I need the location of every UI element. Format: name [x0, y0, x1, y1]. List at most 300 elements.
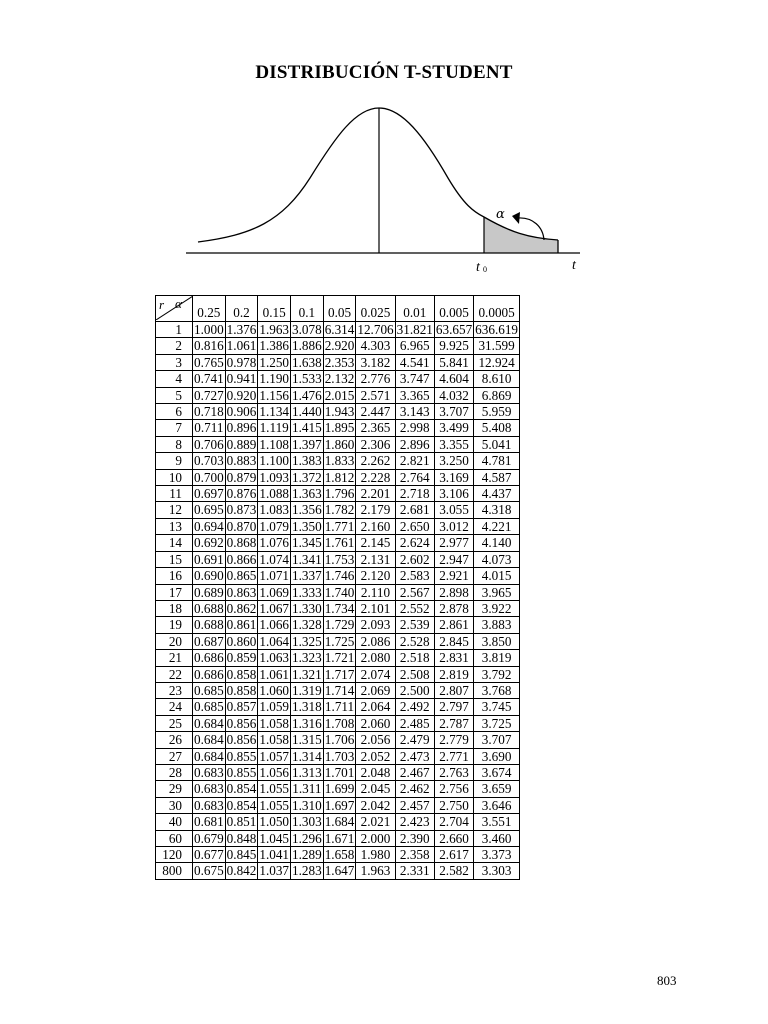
- table-cell: 0.685: [194, 682, 224, 698]
- table-cell: 1.740: [324, 584, 355, 600]
- table-cell: 2.528: [395, 633, 434, 649]
- table-cell: 1.372: [292, 469, 322, 485]
- table-cell: 2.048: [356, 764, 395, 780]
- table-cell: 4.221: [474, 518, 520, 534]
- table-cell: 3.674: [474, 764, 520, 780]
- table-cell: 3.373: [474, 847, 520, 863]
- table-row: [156, 436, 520, 452]
- table-cell: 636.619: [475, 322, 519, 337]
- table-cell: 1.058: [259, 715, 290, 731]
- table-cell: 3.250: [434, 453, 473, 469]
- table-row: [156, 732, 520, 748]
- alpha-header: 0.2: [225, 296, 258, 322]
- table-cell: 2.015: [324, 387, 355, 403]
- table-cell: 2.878: [434, 600, 473, 616]
- table-cell: 1.963: [356, 863, 395, 879]
- table-cell: 2.831: [434, 650, 473, 666]
- row-df-cell: 26: [156, 732, 193, 748]
- table-cell: 3.106: [434, 486, 473, 502]
- row-df-cell: 60: [156, 830, 193, 846]
- page-number: 803: [657, 973, 677, 988]
- table-cell: 3.499: [434, 420, 473, 436]
- table-row: [156, 748, 520, 764]
- table-cell: 3.745: [474, 699, 520, 715]
- table-cell: 0.692: [194, 535, 224, 551]
- table-cell: 1.134: [259, 404, 290, 420]
- corner-col-label: α: [175, 296, 182, 311]
- table-cell: 0.858: [226, 666, 257, 682]
- table-cell: 1.076: [259, 535, 290, 551]
- table-cell: 3.922: [474, 600, 520, 616]
- table-cell: 1.088: [259, 486, 290, 502]
- table-cell: 3.707: [434, 404, 473, 420]
- table-cell: 3.819: [474, 650, 520, 666]
- table-cell: 6.314: [324, 322, 355, 337]
- table-cell: 1.963: [259, 322, 290, 337]
- table-cell: 0.718: [194, 404, 224, 420]
- table-cell: 0.855: [226, 764, 257, 780]
- table-cell: 5.041: [474, 436, 520, 452]
- table-cell: 2.500: [395, 682, 434, 698]
- table-cell: 2.681: [395, 502, 434, 518]
- table-cell: 0.700: [194, 469, 224, 485]
- t0-label-subscript: 0: [483, 265, 487, 274]
- table-cell: 2.571: [356, 387, 395, 403]
- table-cell: 1.083: [259, 502, 290, 518]
- table-cell: 1.283: [292, 863, 322, 879]
- table-cell: 1.071: [259, 568, 290, 584]
- table-row: [156, 830, 520, 846]
- table-cell: 1.796: [324, 486, 355, 502]
- table-cell: 2.179: [356, 502, 395, 518]
- table-cell: 3.460: [474, 830, 520, 846]
- table-cell: 3.965: [474, 584, 520, 600]
- table-cell: 0.706: [194, 436, 224, 452]
- table-cell: 3.355: [434, 436, 473, 452]
- table-cell: 2.060: [356, 715, 395, 731]
- table-cell: 2.042: [356, 797, 395, 813]
- table-cell: 1.647: [324, 863, 355, 879]
- alpha-header: 0.0005: [474, 296, 520, 322]
- table-cell: 1.045: [259, 830, 290, 846]
- table-cell: 2.080: [356, 650, 395, 666]
- table-cell: 2.718: [395, 486, 434, 502]
- row-df-cell: 13: [156, 518, 193, 534]
- row-df-cell: 20: [156, 633, 193, 649]
- table-row: [156, 420, 520, 436]
- table-row: [156, 404, 520, 420]
- table-cell: 1.250: [259, 354, 290, 370]
- corner-row-label: r: [159, 297, 165, 312]
- table-cell: 1.708: [324, 715, 355, 731]
- table-cell: 1.701: [324, 764, 355, 780]
- table-cell: 1.671: [324, 830, 355, 846]
- table-cell: 1.860: [324, 436, 355, 452]
- table-cell: 0.727: [194, 387, 224, 403]
- table-cell: 1.079: [259, 518, 290, 534]
- table-cell: 1.350: [292, 518, 322, 534]
- table-cell: 1.303: [292, 814, 322, 830]
- row-df-cell: 19: [156, 617, 193, 633]
- table-cell: 0.879: [226, 469, 257, 485]
- table-cell: 1.310: [292, 797, 322, 813]
- table-cell: 2.624: [395, 535, 434, 551]
- table-cell: 1.318: [292, 699, 322, 715]
- table-cell: 0.862: [226, 600, 257, 616]
- table-cell: 63.657: [435, 322, 473, 337]
- table-cell: 2.896: [395, 436, 434, 452]
- table-cell: 2.331: [395, 863, 434, 879]
- table-cell: 0.865: [226, 568, 257, 584]
- table-cell: 1.108: [259, 436, 290, 452]
- table-cell: 2.228: [356, 469, 395, 485]
- table-cell: 2.056: [356, 732, 395, 748]
- table-cell: 0.857: [226, 699, 257, 715]
- table-cell: 2.764: [395, 469, 434, 485]
- table-body: [156, 322, 520, 880]
- table-cell: 2.898: [434, 584, 473, 600]
- table-cell: 0.687: [194, 633, 224, 649]
- table-cell: 0.697: [194, 486, 224, 502]
- row-df-cell: 10: [156, 469, 193, 485]
- table-cell: 0.842: [226, 863, 257, 879]
- t-distribution-figure: [0, 95, 768, 280]
- table-cell: 0.683: [194, 797, 224, 813]
- table-cell: 0.868: [226, 535, 257, 551]
- table-cell: 1.376: [226, 322, 257, 337]
- row-df-cell: 28: [156, 764, 193, 780]
- table-cell: 2.479: [395, 732, 434, 748]
- table-cell: 1.684: [324, 814, 355, 830]
- table-row: [156, 518, 520, 534]
- table-cell: 1.782: [324, 502, 355, 518]
- page-title: DISTRIBUCIÓN T-STUDENT: [255, 62, 513, 83]
- table-cell: 1.037: [259, 863, 290, 879]
- table-row: [156, 666, 520, 682]
- table-row: [156, 600, 520, 616]
- table-cell: 3.690: [474, 748, 520, 764]
- row-df-cell: 5: [156, 387, 193, 403]
- table-cell: 1.061: [259, 666, 290, 682]
- table-cell: 2.462: [395, 781, 434, 797]
- table-cell: 0.675: [194, 863, 224, 879]
- table-cell: 0.883: [226, 453, 257, 469]
- row-df-cell: 6: [156, 404, 193, 420]
- table-cell: 0.859: [226, 650, 257, 666]
- table-cell: 3.883: [474, 617, 520, 633]
- table-row: [156, 502, 520, 518]
- table-cell: 1.415: [292, 420, 322, 436]
- alpha-header: 0.25: [193, 296, 226, 322]
- row-df-cell: 1: [156, 322, 193, 338]
- row-df-cell: 16: [156, 568, 193, 584]
- table-cell: 1.056: [259, 764, 290, 780]
- table-cell: 4.318: [474, 502, 520, 518]
- table-cell: 1.345: [292, 535, 322, 551]
- alpha-arrowhead: [512, 212, 520, 224]
- table-cell: 2.861: [434, 617, 473, 633]
- table-cell: 1.311: [292, 781, 322, 797]
- table-cell: 2.567: [395, 584, 434, 600]
- table-row: [156, 322, 520, 338]
- table-cell: 1.706: [324, 732, 355, 748]
- table-cell: 2.771: [434, 748, 473, 764]
- table-cell: 0.691: [194, 551, 224, 567]
- table-cell: 2.145: [356, 535, 395, 551]
- table-cell: 2.423: [395, 814, 434, 830]
- row-df-cell: 120: [156, 847, 193, 863]
- table-cell: 1.074: [259, 551, 290, 567]
- table-cell: 1.057: [259, 748, 290, 764]
- table-cell: 2.160: [356, 518, 395, 534]
- table-cell: 0.866: [226, 551, 257, 567]
- table-cell: 2.539: [395, 617, 434, 633]
- table-cell: 1.729: [324, 617, 355, 633]
- table-row: [156, 699, 520, 715]
- table-row: [156, 847, 520, 863]
- corner-cell: [156, 296, 193, 322]
- table-row: [156, 814, 520, 830]
- table-cell: 3.303: [474, 863, 520, 879]
- table-cell: 0.683: [194, 764, 224, 780]
- table-cell: 2.617: [434, 847, 473, 863]
- table-cell: 2.650: [395, 518, 434, 534]
- table-cell: 1.697: [324, 797, 355, 813]
- table-cell: 1.067: [259, 600, 290, 616]
- table-cell: 1.734: [324, 600, 355, 616]
- table-cell: 2.821: [395, 453, 434, 469]
- table-cell: 1.725: [324, 633, 355, 649]
- table-cell: 2.508: [395, 666, 434, 682]
- table-cell: 1.658: [324, 847, 355, 862]
- t0-label: t: [476, 260, 480, 275]
- table-cell: 1.000: [194, 322, 224, 337]
- table-cell: 1.296: [292, 830, 322, 846]
- row-df-cell: 17: [156, 584, 193, 600]
- table-cell: 0.861: [226, 617, 257, 633]
- table-cell: 1.315: [292, 732, 322, 748]
- row-df-cell: 25: [156, 715, 193, 731]
- table-cell: 1.711: [324, 699, 355, 715]
- table-cell: 1.721: [324, 650, 355, 666]
- table-cell: 4.437: [474, 486, 520, 502]
- table-cell: 6.869: [474, 387, 520, 403]
- table-cell: 0.685: [194, 699, 224, 715]
- table-cell: 1.328: [292, 617, 322, 633]
- table-cell: 2.365: [356, 420, 395, 436]
- table-cell: 2.093: [356, 617, 395, 633]
- row-df-cell: 3: [156, 354, 193, 370]
- table-cell: 0.688: [194, 600, 224, 616]
- table-cell: 0.711: [194, 420, 224, 436]
- table-cell: 2.052: [356, 748, 395, 764]
- table-cell: 4.140: [474, 535, 520, 551]
- table-cell: 3.143: [395, 404, 434, 420]
- row-df-cell: 800: [156, 863, 193, 879]
- table-cell: 2.353: [324, 354, 355, 370]
- table-cell: 0.686: [194, 666, 224, 682]
- table-row: [156, 354, 520, 370]
- table-cell: 0.941: [226, 371, 257, 387]
- table-cell: 2.262: [356, 453, 395, 469]
- table-cell: 1.041: [259, 847, 290, 862]
- table-cell: 1.533: [292, 371, 322, 387]
- table-cell: 0.854: [226, 797, 257, 813]
- table-cell: 2.201: [356, 486, 395, 502]
- table-row: [156, 715, 520, 731]
- table-cell: 2.132: [324, 371, 355, 387]
- table-cell: 1.050: [259, 814, 290, 830]
- row-df-cell: 23: [156, 682, 193, 698]
- table-cell: 31.599: [474, 338, 520, 354]
- table-cell: 2.358: [395, 847, 434, 863]
- table-cell: 0.694: [194, 518, 224, 534]
- row-df-cell: 7: [156, 420, 193, 436]
- table-cell: 2.763: [434, 764, 473, 780]
- table-cell: 2.977: [434, 535, 473, 551]
- table-cell: 0.896: [226, 420, 257, 436]
- row-df-cell: 21: [156, 650, 193, 666]
- table-cell: 3.182: [356, 354, 395, 370]
- table-cell: 3.747: [395, 371, 434, 387]
- table-cell: 31.821: [396, 322, 433, 337]
- row-df-cell: 30: [156, 797, 193, 813]
- table-cell: 0.860: [226, 633, 257, 649]
- table-cell: 0.863: [226, 584, 257, 600]
- row-df-cell: 14: [156, 535, 193, 551]
- table-cell: 2.582: [434, 863, 473, 879]
- table-cell: 4.587: [474, 469, 520, 485]
- table-cell: 0.703: [194, 453, 224, 469]
- table-cell: 2.660: [434, 830, 473, 846]
- table-cell: 3.551: [474, 814, 520, 830]
- table-row: [156, 617, 520, 633]
- table-cell: 2.776: [356, 371, 395, 387]
- table-cell: 1.055: [259, 781, 290, 797]
- table-cell: 1.314: [292, 748, 322, 764]
- table-cell: 2.704: [434, 814, 473, 830]
- table-cell: 2.064: [356, 699, 395, 715]
- table-row: [156, 863, 520, 879]
- table-cell: 0.855: [226, 748, 257, 764]
- table-cell: 1.330: [292, 600, 322, 616]
- row-df-cell: 24: [156, 699, 193, 715]
- table-cell: 2.492: [395, 699, 434, 715]
- row-df-cell: 27: [156, 748, 193, 764]
- row-df-cell: 9: [156, 453, 193, 469]
- table-cell: 3.850: [474, 633, 520, 649]
- table-cell: 1.753: [324, 551, 355, 567]
- table-cell: 4.303: [356, 338, 395, 354]
- table-cell: 2.845: [434, 633, 473, 649]
- t-axis-label: t: [572, 258, 576, 273]
- table-cell: 1.771: [324, 518, 355, 534]
- table-cell: 3.725: [474, 715, 520, 731]
- table-cell: 2.485: [395, 715, 434, 731]
- table-cell: 1.100: [259, 453, 290, 469]
- table-cell: 1.119: [259, 420, 289, 436]
- table-row: [156, 650, 520, 666]
- table-cell: 0.876: [226, 486, 257, 502]
- row-df-cell: 18: [156, 600, 193, 616]
- table-cell: 1.363: [292, 486, 322, 502]
- row-df-cell: 29: [156, 781, 193, 797]
- table-cell: 0.765: [194, 354, 224, 370]
- table-row: [156, 338, 520, 354]
- table-cell: 1.190: [259, 371, 290, 387]
- alpha-header: 0.005: [434, 296, 473, 322]
- table-cell: 3.078: [292, 322, 322, 337]
- table-cell: 0.920: [226, 387, 257, 403]
- table-cell: 4.604: [434, 371, 473, 387]
- table-cell: 2.390: [395, 830, 434, 846]
- table-cell: 2.457: [395, 797, 434, 813]
- table-cell: 2.947: [434, 551, 473, 567]
- table-cell: 2.787: [434, 715, 473, 731]
- table-cell: 2.110: [356, 584, 395, 600]
- table-cell: 0.856: [226, 732, 257, 748]
- table-cell: 1.397: [292, 436, 322, 452]
- table-cell: 2.021: [356, 814, 395, 830]
- table-cell: 1.055: [259, 797, 290, 813]
- table-cell: 5.959: [474, 404, 520, 420]
- row-df-cell: 4: [156, 371, 193, 387]
- table-cell: 1.289: [292, 847, 322, 862]
- table-cell: 6.965: [395, 338, 434, 354]
- table-cell: 1.638: [292, 354, 322, 370]
- table-cell: 4.015: [474, 568, 520, 584]
- table-cell: 0.848: [226, 830, 257, 846]
- table-cell: 2.101: [356, 600, 395, 616]
- alpha-header: 0.1: [291, 296, 324, 322]
- table-cell: 0.679: [194, 830, 224, 846]
- table-cell: 0.854: [226, 781, 257, 797]
- table-cell: 0.683: [194, 781, 224, 797]
- row-df-cell: 2: [156, 338, 193, 354]
- table-cell: 1.812: [324, 469, 355, 485]
- header-row: [156, 296, 520, 322]
- table-cell: 0.889: [226, 436, 257, 452]
- table-cell: 8.610: [474, 371, 520, 387]
- row-df-cell: 12: [156, 502, 193, 518]
- table-row: [156, 551, 520, 567]
- table-cell: 1.356: [292, 502, 322, 518]
- table-cell: 1.333: [292, 584, 322, 600]
- table-cell: 4.073: [474, 551, 520, 567]
- table-cell: 1.699: [324, 781, 355, 797]
- table-cell: 1.746: [324, 568, 355, 584]
- table-row: [156, 682, 520, 698]
- table-cell: 0.684: [194, 715, 224, 731]
- table-cell: 1.980: [356, 847, 395, 863]
- table-cell: 1.316: [292, 715, 322, 731]
- t-distribution-table: [155, 295, 520, 880]
- table-cell: 2.447: [356, 404, 395, 420]
- table-cell: 1.943: [324, 404, 355, 420]
- table-cell: 2.000: [356, 830, 395, 846]
- table-cell: 1.323: [292, 650, 322, 666]
- row-df-cell: 11: [156, 486, 193, 502]
- table-row: [156, 486, 520, 502]
- table-cell: 0.686: [194, 650, 224, 666]
- table-cell: 2.467: [395, 764, 434, 780]
- table-cell: 1.337: [292, 568, 322, 584]
- table-cell: 1.886: [292, 338, 322, 354]
- table-cell: 2.819: [434, 666, 473, 682]
- table-cell: 2.086: [356, 633, 395, 649]
- table-cell: 2.750: [434, 797, 473, 813]
- table-cell: 1.060: [259, 682, 290, 698]
